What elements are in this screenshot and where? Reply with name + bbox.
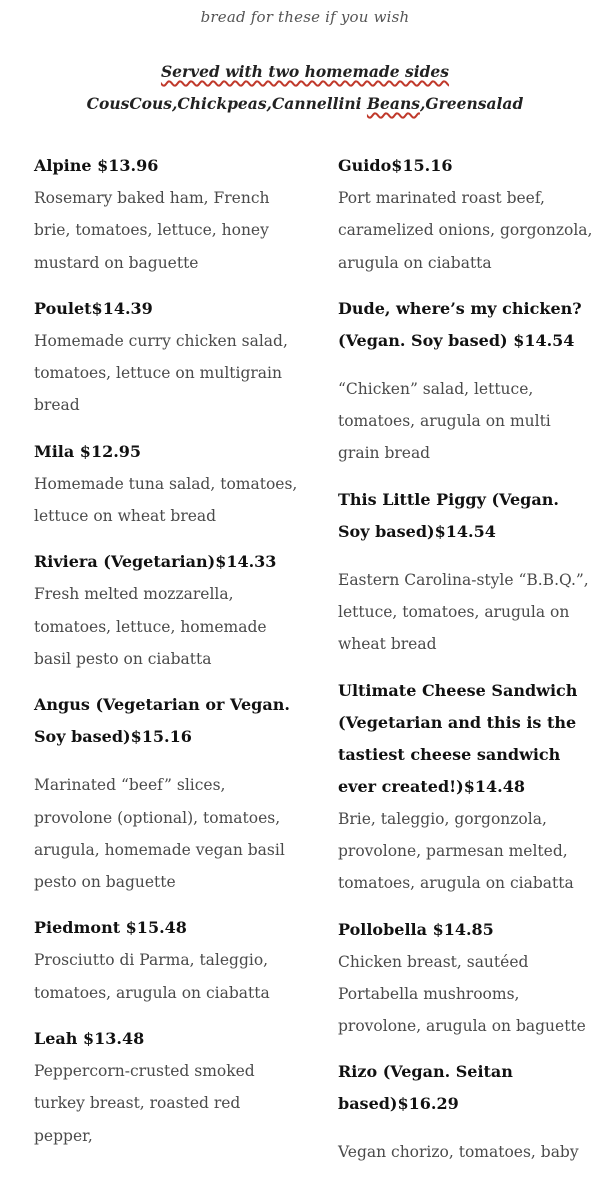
item-title: Guido$15.16 — [338, 156, 453, 175]
item-description: Chicken breast, sautéed Portabella mushrooms, provolone, arugula on baguette — [338, 952, 586, 1036]
menu-item — [338, 293, 594, 470]
left-column — [34, 150, 304, 1183]
menu-item — [34, 150, 304, 279]
item-description: “Chicken” salad, lettuce, tomatoes, arugula on multi grain bread — [338, 379, 551, 463]
item-title: Ultimate Cheese Sandwich (Vegetarian and this is the tastiest cheese sandwich ever created!)$14.48 — [338, 680, 578, 796]
intro-text: bread for these if you wish — [200, 8, 410, 26]
item-title: Angus (Vegetarian or Vegan. Soy based)$15.16 — [34, 695, 290, 747]
item-title: This Little Piggy (Vegan. Soy based)$14.54 — [338, 489, 559, 541]
menu-item — [338, 914, 594, 1043]
item-title: Leah $13.48 — [34, 1029, 145, 1049]
item-description: Rosemary baked ham, French brie, tomatoes, lettuce, honey mustard on baguette — [34, 189, 270, 272]
sides-beans: Beans — [366, 94, 420, 113]
item-description: Peppercorn-crusted smoked turkey breast, roasted red pepper, — [34, 1062, 255, 1145]
item-title: Piedmont $15.48 — [34, 918, 187, 938]
menu-item — [338, 150, 594, 279]
menu-item — [338, 675, 594, 900]
item-description: Homemade tuna salad, tomatoes, lettuce on wheat bread — [34, 474, 298, 526]
right-column — [338, 150, 594, 1183]
menu-columns — [34, 150, 594, 1183]
sides-salad: ,Greensalad — [419, 94, 524, 113]
sides-note — [40, 56, 570, 120]
item-description: Fresh melted mozzarella, tomatoes, lettuce, homemade basil pesto on ciabatta — [34, 585, 267, 668]
item-description: Prosciutto di Parma, taleggio, tomatoes, arugula on ciabatta — [34, 951, 270, 1002]
menu-item — [338, 1056, 594, 1168]
item-description: Marinated “beef” slices, provolone (optional), tomatoes, arugula, homemade vegan basil pesto on baguette — [34, 776, 285, 892]
item-title: Pollobella $14.85 — [338, 919, 494, 939]
item-title: Riviera (Vegetarian)$14.33 — [34, 552, 277, 572]
sides-lead: Served with two homemade sides — [160, 62, 450, 81]
item-title: Poulet$14.39 — [34, 298, 153, 318]
item-title: Rizo (Vegan. Seitan based)$16.29 — [338, 1062, 513, 1114]
item-description: Vegan chorizo, tomatoes, baby — [338, 1143, 579, 1162]
item-title: Mila $12.95 — [34, 441, 142, 461]
menu-item — [34, 436, 304, 533]
menu-item — [34, 689, 304, 898]
item-title: Dude, where’s my chicken? (Vegan. Soy based) $14.54 — [338, 298, 582, 350]
menu-item — [338, 484, 594, 661]
menu-item — [34, 546, 304, 675]
menu-item — [34, 1023, 304, 1152]
item-description: Homemade curry chicken salad, tomatoes, lettuce on multigrain bread — [34, 331, 288, 415]
menu-item — [34, 912, 304, 1009]
menu-item — [34, 293, 304, 422]
item-description: Port marinated roast beef, caramelized onions, gorgonzola, arugula on ciabatta — [338, 189, 593, 272]
sides-list: CousCous,Chickpeas,Cannellini — [86, 94, 367, 113]
item-description: Brie, taleggio, gorgonzola, provolone, parmesan melted, tomatoes, arugula on ciabatta — [338, 809, 574, 893]
item-description: Eastern Carolina-style “B.B.Q.”, lettuce, tomatoes, arugula on wheat bread — [338, 570, 589, 654]
item-title: Alpine $13.96 — [34, 156, 159, 175]
